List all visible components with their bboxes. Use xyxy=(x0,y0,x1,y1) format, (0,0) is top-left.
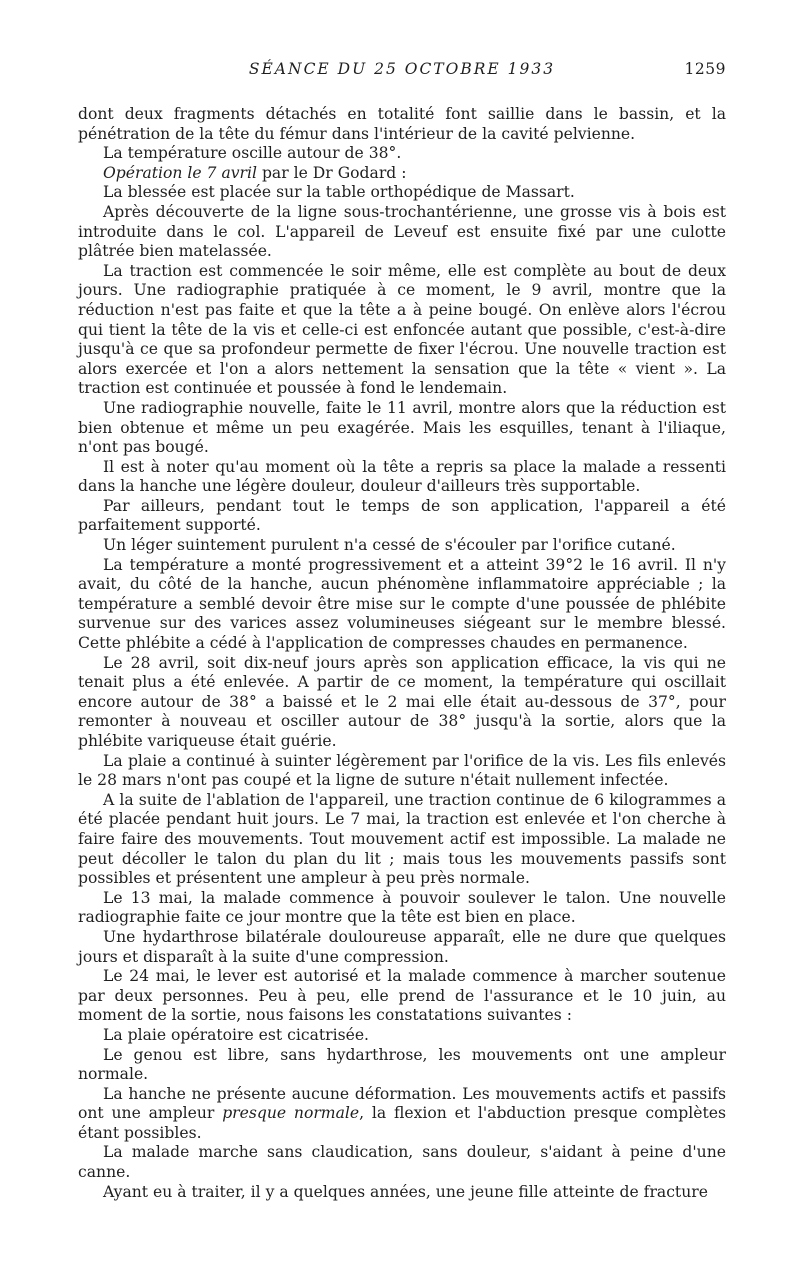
page-number: 1259 xyxy=(684,60,726,78)
paragraph: La température oscille autour de 38°. xyxy=(103,144,402,163)
paragraph: Le genou est libre, sans hydarthrose, les mouvements ont une ampleur normale. xyxy=(78,1045,726,1084)
paragraph: Une radiographie nouvelle, faite le 11 avril, montre alors que la réduction est bien obtenue et même un peu exagérée. Mais les esquilles, tenant à l'iliaque, n'ont pas bougé. xyxy=(78,398,726,457)
paragraph-text: La hanche ne présente aucune déformation. Les mouvements actifs et passifs ont une ampleur xyxy=(78,1084,726,1123)
paragraph: Une hydarthrose bilatérale douloureuse apparaît, elle ne dure que quelques jours et disparaît à la suite d'une compression. xyxy=(78,927,726,966)
paragraph-text: par le Dr Godard : xyxy=(256,163,407,182)
paragraph: La température a monté progressivement et a atteint 39°2 le 16 avril. Il n'y avait, du côté de la hanche, aucun phénomène inflammatoire appréciable ; la température a semblé devoir être mise sur le compte d'une poussée de phlébite survenue sur des varices assez volumineuses siégeant sur le membre blessé. Cette phlébite a cédé à l'application de compresses chaudes en permanence. xyxy=(78,555,726,653)
paragraph: La plaie opératoire est cicatrisée. xyxy=(103,1025,370,1044)
paragraph: Par ailleurs, pendant tout le temps de son application, l'appareil a été parfaitement supporté. xyxy=(78,496,726,535)
paragraph: La traction est commencée le soir même, elle est complète au bout de deux jours. Une radiographie pratiquée à ce moment, le 9 avril, montre que la réduction n'est pas faite et que la tête a à peine bougé. On enlève alors l'écrou qui tient la tête de la vis et celle-ci est enfoncée autant que possible, c'est-à-dire jusqu'à ce que sa profondeur permette de fixer l'écrou. Une nouvelle traction est alors exercée et l'on a alors nettement la sensation que la tête « vient ». La traction est continuée et poussée à fond le lendemain. xyxy=(78,261,726,398)
paragraph-text: , la flexion et l'abduction presque complètes étant possibles. xyxy=(78,1104,727,1142)
paragraph: Le 24 mai, le lever est autorisé et la malade commence à marcher soutenue par deux personnes. Peu à peu, elle prend de l'assurance et le 10 juin, au moment de la sortie, nous faisons les constatations suivantes : xyxy=(78,967,726,1025)
paragraph: Le 13 mai, la malade commence à pouvoir soulever le talon. Une nouvelle radiographie faite ce jour montre que la tête est bien en place. xyxy=(78,888,726,927)
paragraph: La malade marche sans claudication, sans douleur, s'aidant à peine d'une canne. xyxy=(78,1143,726,1182)
paragraph: A la suite de l'ablation de l'appareil, une traction continue de 6 kilogrammes a été placée pendant huit jours. Le 7 mai, la traction est enlevée et l'on cherche à faire faire des mouvements. Tout mouvement actif est impossible. La malade ne peut décoller le talon du plan du lit ; mais tous les mouvements passifs sont possibles et présentent une ampleur à peu près normale. xyxy=(78,790,726,888)
paragraph xyxy=(78,164,726,184)
paragraph xyxy=(78,1085,726,1144)
paragraph: La plaie a continué à suinter légèrement par l'orifice de la vis. Les fils enlevés le 28 mars n'ont pas coupé et la ligne de suture n'était nullement infectée. xyxy=(78,751,726,790)
emphasis: presque normale xyxy=(222,1104,360,1123)
page-title: SÉANCE DU 25 OCTOBRE 1933 xyxy=(248,60,556,78)
paragraph: Un léger suintement purulent n'a cessé de s'écouler par l'orifice cutané. xyxy=(103,536,676,555)
operation-heading: Opération le 7 avril xyxy=(103,163,257,182)
paragraph: Le 28 avril, soit dix-neuf jours après son application efficace, la vis qui ne tenait plus a été enlevée. A partir de ce moment, la température qui oscillait encore autour de 38° a baissé et le 2 mai elle était au-dessous de 37°, pour remonter à nouveau et osciller autour de 38° jusqu'à la sortie, alors que la phlébite variqueuse était guérie. xyxy=(78,653,726,750)
paragraph: dont deux fragments détachés en totalité font saillie dans le bassin, et la pénétration de la tête du fémur dans l'intérieur de la cavité pelvienne. xyxy=(78,105,726,143)
body-text xyxy=(78,105,726,1202)
paragraph: Ayant eu à traiter, il y a quelques années, une jeune fille atteinte de fracture xyxy=(103,1182,708,1201)
paragraph: La blessée est placée sur la table orthopédique de Massart. xyxy=(103,183,575,202)
running-head xyxy=(78,60,726,84)
paragraph: Après découverte de la ligne sous-trochantérienne, une grosse vis à bois est introduite dans le col. L'appareil de Leveuf est ensuite fixé par une culotte plâtrée bien matelassée. xyxy=(78,202,726,261)
paragraph: Il est à noter qu'au moment où la tête a repris sa place la malade a ressenti dans la hanche une légère douleur, douleur d'ailleurs très supportable. xyxy=(78,457,726,496)
